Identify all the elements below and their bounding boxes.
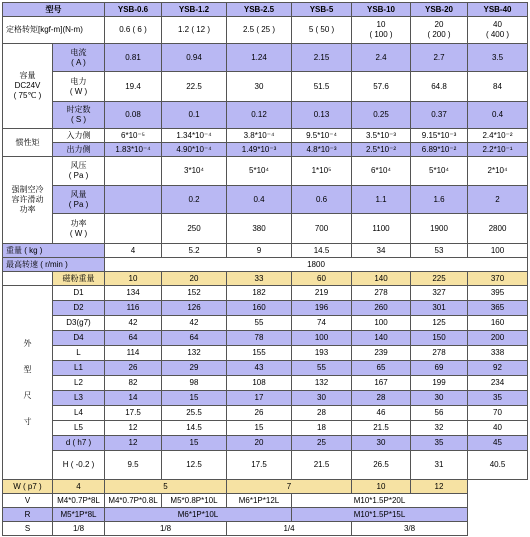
flow-value: 0.2 <box>162 186 227 214</box>
w-row <box>3 480 528 494</box>
dimension-value: 55 <box>292 361 352 376</box>
bolt-count-value: 225 <box>411 272 468 286</box>
dimension-value: 25.5 <box>162 406 227 421</box>
current-value: 2.4 <box>352 44 411 72</box>
s-value: 3/8 <box>352 522 468 536</box>
dimension-value: 278 <box>352 286 411 301</box>
cooling-group: 强制空冷 容许滑动 功率 <box>3 157 53 244</box>
time-const-label: 时定数 ( S ) <box>53 102 105 129</box>
dimension-value: 126 <box>162 301 227 316</box>
dimension-value: 365 <box>468 301 528 316</box>
dimension-value: 114 <box>105 346 162 361</box>
dimension-value: 56 <box>411 406 468 421</box>
dimensions-group-char: 寸 <box>23 416 32 426</box>
dimension-value: 26 <box>105 361 162 376</box>
cooling-pressure-row <box>3 157 528 186</box>
v-label: V <box>3 494 53 508</box>
dimension-value: 55 <box>227 316 292 331</box>
dimension-value: 100 <box>292 331 352 346</box>
inertia-output-row <box>3 143 528 157</box>
w-value: 12 <box>411 480 468 494</box>
header-row <box>3 3 528 17</box>
bolt-count-label: 磁粉重量 <box>53 272 105 286</box>
dimensions-group-char: 尺 <box>23 390 32 400</box>
dimensions-group <box>3 286 53 480</box>
v-value: M4*0.7P*0.8L <box>105 494 162 508</box>
dimension-value: 239 <box>352 346 411 361</box>
dimension-row <box>3 346 528 361</box>
s-label: S <box>3 522 53 536</box>
current-value: 3.5 <box>468 44 528 72</box>
dimension-value: 12.5 <box>162 451 227 480</box>
dimension-value: 17.5 <box>105 406 162 421</box>
inertia-value: 9.5*10⁻⁴ <box>292 129 352 143</box>
dimensions-group-char: 型 <box>23 364 32 374</box>
dimension-value: 64 <box>162 331 227 346</box>
flow-value <box>105 186 162 214</box>
dimension-row <box>3 421 528 436</box>
dimension-value: 35 <box>411 436 468 451</box>
current-value: 0.94 <box>162 44 227 72</box>
pressure-value <box>105 157 162 186</box>
pressure-value: 5*10⁴ <box>227 157 292 186</box>
torque-label: 定格转矩[kgf-m](N-m) <box>3 17 105 44</box>
cooling-power-value: 380 <box>227 214 292 244</box>
model-col: YSB-20 <box>411 3 468 17</box>
dimension-label: D1 <box>53 286 105 301</box>
bolt-count-value: 10 <box>105 272 162 286</box>
pressure-value: 3*10⁴ <box>162 157 227 186</box>
dimension-value: 167 <box>352 376 411 391</box>
inertia-group: 惯性矩 <box>3 129 53 157</box>
dimension-value: 21.5 <box>352 421 411 436</box>
dimension-value: 125 <box>411 316 468 331</box>
v-value: M6*1P*12L <box>227 494 292 508</box>
v-row <box>3 494 528 508</box>
w-label: W ( p7 ) <box>3 480 53 494</box>
dimension-value: 26.5 <box>352 451 411 480</box>
s-value: 1/4 <box>227 522 352 536</box>
torque-value: 40 ( 400 ) <box>468 17 528 44</box>
bolt-count-row <box>3 272 528 286</box>
dimension-value: 30 <box>411 391 468 406</box>
dimension-value: 46 <box>352 406 411 421</box>
dimension-value: 15 <box>162 391 227 406</box>
dimension-value: 199 <box>411 376 468 391</box>
dimension-row <box>3 391 528 406</box>
dimension-value: 395 <box>468 286 528 301</box>
dimension-value: 132 <box>292 376 352 391</box>
dimension-value: 150 <box>411 331 468 346</box>
pressure-label: 风压 ( Pa ) <box>53 157 105 186</box>
dimension-value: 14 <box>105 391 162 406</box>
weight-value: 5.2 <box>162 244 227 258</box>
r-value: M5*1P*8L <box>53 508 105 522</box>
bolt-count-value: 370 <box>468 272 528 286</box>
current-label: 电流 ( A ) <box>53 44 105 72</box>
time-const-value: 0.37 <box>411 102 468 129</box>
dimension-value: 42 <box>162 316 227 331</box>
dimension-value: 200 <box>468 331 528 346</box>
s-value: 1/8 <box>105 522 227 536</box>
dimension-value: 30 <box>352 436 411 451</box>
dimension-row <box>3 301 528 316</box>
dimension-label: H ( -0.2 ) <box>53 451 105 480</box>
v-value: M10*1.5P*20L <box>292 494 468 508</box>
inertia-value: 3.5*10⁻³ <box>352 129 411 143</box>
power-row <box>3 72 528 102</box>
dimension-label: L <box>53 346 105 361</box>
dimension-label: L1 <box>53 361 105 376</box>
torque-value: 20 ( 200 ) <box>411 17 468 44</box>
inertia-value: 1.49*10⁻³ <box>227 143 292 157</box>
current-row <box>3 44 528 72</box>
w-value: 5 <box>105 480 227 494</box>
model-col: YSB-0.6 <box>105 3 162 17</box>
bolt-count-value: 33 <box>227 272 292 286</box>
time-const-value: 0.08 <box>105 102 162 129</box>
dimension-value: 327 <box>411 286 468 301</box>
dimension-value: 301 <box>411 301 468 316</box>
inertia-output-label: 出力侧 <box>53 143 105 157</box>
current-value: 1.24 <box>227 44 292 72</box>
weight-value: 14.5 <box>292 244 352 258</box>
pressure-value: 1*10⁵ <box>292 157 352 186</box>
dimension-value: 43 <box>227 361 292 376</box>
dimension-value: 82 <box>105 376 162 391</box>
max-speed-row <box>3 258 528 272</box>
cooling-power-value: 2800 <box>468 214 528 244</box>
w-value: 10 <box>352 480 411 494</box>
dimension-label: L3 <box>53 391 105 406</box>
torque-value: 0.6 ( 6 ) <box>105 17 162 44</box>
power-value: 22.5 <box>162 72 227 102</box>
cooling-power-value: 700 <box>292 214 352 244</box>
time-const-value: 0.1 <box>162 102 227 129</box>
spec-table <box>2 2 528 536</box>
dimension-value: 12 <box>105 421 162 436</box>
capacity-group: 容量 DC24V ( 75℃ ) <box>3 44 53 129</box>
dimension-value: 17 <box>227 391 292 406</box>
dimension-value: 14.5 <box>162 421 227 436</box>
cooling-power-row <box>3 214 528 244</box>
dimension-label: L4 <box>53 406 105 421</box>
dimension-label: D2 <box>53 301 105 316</box>
dimension-value: 152 <box>162 286 227 301</box>
bolt-count-value: 140 <box>352 272 411 286</box>
r-value: M10*1.5P*15L <box>292 508 468 522</box>
model-col: YSB-2.5 <box>227 3 292 17</box>
r-value: M6*1P*10L <box>105 508 292 522</box>
dimensions-group-char: 外 <box>23 338 32 348</box>
power-value: 84 <box>468 72 528 102</box>
dimension-value: 155 <box>227 346 292 361</box>
time-const-value: 0.13 <box>292 102 352 129</box>
flow-label: 风量 ( Pa ) <box>53 186 105 214</box>
dimension-value: 9.5 <box>105 451 162 480</box>
flow-value: 0.4 <box>227 186 292 214</box>
dimension-value: 29 <box>162 361 227 376</box>
dimension-value: 260 <box>352 301 411 316</box>
dimension-value: 69 <box>411 361 468 376</box>
dimension-value: 234 <box>468 376 528 391</box>
inertia-value: 4.90*10⁻⁴ <box>162 143 227 157</box>
dimension-value: 160 <box>227 301 292 316</box>
power-label: 电力 ( W ) <box>53 72 105 102</box>
inertia-value: 6*10⁻⁵ <box>105 129 162 143</box>
dimension-value: 42 <box>105 316 162 331</box>
inertia-value: 1.83*10⁻⁴ <box>105 143 162 157</box>
time-const-value: 0.12 <box>227 102 292 129</box>
dimension-label: D4 <box>53 331 105 346</box>
power-value: 51.5 <box>292 72 352 102</box>
dimension-label: D3(g7) <box>53 316 105 331</box>
weight-value: 9 <box>227 244 292 258</box>
cooling-power-value: 250 <box>162 214 227 244</box>
flow-value: 1.6 <box>411 186 468 214</box>
inertia-value: 2.2*10⁻¹ <box>468 143 528 157</box>
dimension-value: 12 <box>105 436 162 451</box>
inertia-value: 3.8*10⁻⁴ <box>227 129 292 143</box>
dimension-value: 116 <box>105 301 162 316</box>
dimension-value: 70 <box>468 406 528 421</box>
dimension-value: 338 <box>468 346 528 361</box>
dimension-value: 160 <box>468 316 528 331</box>
dimension-value: 28 <box>352 391 411 406</box>
dimension-value: 25 <box>292 436 352 451</box>
dimension-row <box>3 361 528 376</box>
dimension-value: 182 <box>227 286 292 301</box>
dimension-value: 193 <box>292 346 352 361</box>
inertia-input-label: 入力侧 <box>53 129 105 143</box>
bolt-count-value: 60 <box>292 272 352 286</box>
current-value: 2.15 <box>292 44 352 72</box>
weight-label: 重量 ( kg ) <box>3 244 105 258</box>
dimension-value: 132 <box>162 346 227 361</box>
cooling-power-value <box>105 214 162 244</box>
dimension-value: 40 <box>468 421 528 436</box>
torque-row <box>3 17 528 44</box>
v-value: M4*0.7P*8L <box>53 494 105 508</box>
dimension-row <box>3 406 528 421</box>
dimension-value: 78 <box>227 331 292 346</box>
dimension-value: 134 <box>105 286 162 301</box>
dimensions-section <box>3 286 528 480</box>
w-value: 7 <box>227 480 352 494</box>
torque-value: 1.2 ( 12 ) <box>162 17 227 44</box>
dimension-row <box>3 436 528 451</box>
dimension-value: 31 <box>411 451 468 480</box>
dimension-value: 92 <box>468 361 528 376</box>
inertia-value: 2.4*10⁻² <box>468 129 528 143</box>
model-col: YSB-1.2 <box>162 3 227 17</box>
dimension-value: 18 <box>292 421 352 436</box>
inertia-value: 2.5*10⁻² <box>352 143 411 157</box>
weight-value: 100 <box>468 244 528 258</box>
dimension-value: 100 <box>352 316 411 331</box>
time-const-value: 0.4 <box>468 102 528 129</box>
flow-value: 1.1 <box>352 186 411 214</box>
dimension-label: L5 <box>53 421 105 436</box>
dimension-row <box>3 286 528 301</box>
weight-row <box>3 244 528 258</box>
w-value: 4 <box>53 480 105 494</box>
s-value: 1/8 <box>53 522 105 536</box>
torque-value: 2.5 ( 25 ) <box>227 17 292 44</box>
inertia-value: 9.15*10⁻³ <box>411 129 468 143</box>
dimension-value: 65 <box>352 361 411 376</box>
dimension-value: 219 <box>292 286 352 301</box>
dimension-value: 17.5 <box>227 451 292 480</box>
dimension-value: 15 <box>227 421 292 436</box>
r-row <box>3 508 528 522</box>
dimension-row <box>3 451 528 480</box>
bolt-count-spacer <box>3 272 53 286</box>
torque-value: 5 ( 50 ) <box>292 17 352 44</box>
power-value: 57.6 <box>352 72 411 102</box>
dimension-value: 26 <box>227 406 292 421</box>
flow-value: 2 <box>468 186 528 214</box>
dimension-value: 108 <box>227 376 292 391</box>
dimension-value: 21.5 <box>292 451 352 480</box>
dimension-label: d ( h7 ) <box>53 436 105 451</box>
cooling-power-value: 1100 <box>352 214 411 244</box>
dimension-value: 45 <box>468 436 528 451</box>
current-value: 0.81 <box>105 44 162 72</box>
inertia-value: 4.8*10⁻³ <box>292 143 352 157</box>
s-row <box>3 522 528 536</box>
power-value: 30 <box>227 72 292 102</box>
weight-value: 34 <box>352 244 411 258</box>
cooling-power-value: 1900 <box>411 214 468 244</box>
time-const-row <box>3 102 528 129</box>
dimension-value: 20 <box>227 436 292 451</box>
dimension-value: 278 <box>411 346 468 361</box>
dimension-value: 74 <box>292 316 352 331</box>
pressure-value: 2*10⁴ <box>468 157 528 186</box>
cooling-power-label: 功率 ( W ) <box>53 214 105 244</box>
model-col: YSB-40 <box>468 3 528 17</box>
dimension-value: 98 <box>162 376 227 391</box>
time-const-value: 0.25 <box>352 102 411 129</box>
model-col: YSB-5 <box>292 3 352 17</box>
r-label: R <box>3 508 53 522</box>
pressure-value: 6*10⁴ <box>352 157 411 186</box>
v-value: M5*0.8P*10L <box>162 494 227 508</box>
model-header: 型号 <box>3 3 105 17</box>
dimension-value: 32 <box>411 421 468 436</box>
power-value: 64.8 <box>411 72 468 102</box>
dimension-row <box>3 316 528 331</box>
dimension-value: 64 <box>105 331 162 346</box>
inertia-input-row <box>3 129 528 143</box>
cooling-flow-row <box>3 186 528 214</box>
dimension-row <box>3 376 528 391</box>
max-speed-label: 最高转速 ( r/min ) <box>3 258 105 272</box>
max-speed-value: 1800 <box>105 258 528 272</box>
model-col: YSB-10 <box>352 3 411 17</box>
torque-value: 10 ( 100 ) <box>352 17 411 44</box>
dimension-value: 40.5 <box>468 451 528 480</box>
dimension-value: 15 <box>162 436 227 451</box>
current-value: 2.7 <box>411 44 468 72</box>
dimension-value: 35 <box>468 391 528 406</box>
flow-value: 0.6 <box>292 186 352 214</box>
dimension-row <box>3 331 528 346</box>
dimension-value: 30 <box>292 391 352 406</box>
dimension-label: L2 <box>53 376 105 391</box>
dimension-value: 140 <box>352 331 411 346</box>
pressure-value: 5*10⁴ <box>411 157 468 186</box>
weight-value: 53 <box>411 244 468 258</box>
bolt-count-value: 20 <box>162 272 227 286</box>
dimension-value: 28 <box>292 406 352 421</box>
inertia-value: 1.34*10⁻⁴ <box>162 129 227 143</box>
inertia-value: 6.89*10⁻² <box>411 143 468 157</box>
dimension-value: 196 <box>292 301 352 316</box>
weight-value: 4 <box>105 244 162 258</box>
power-value: 19.4 <box>105 72 162 102</box>
